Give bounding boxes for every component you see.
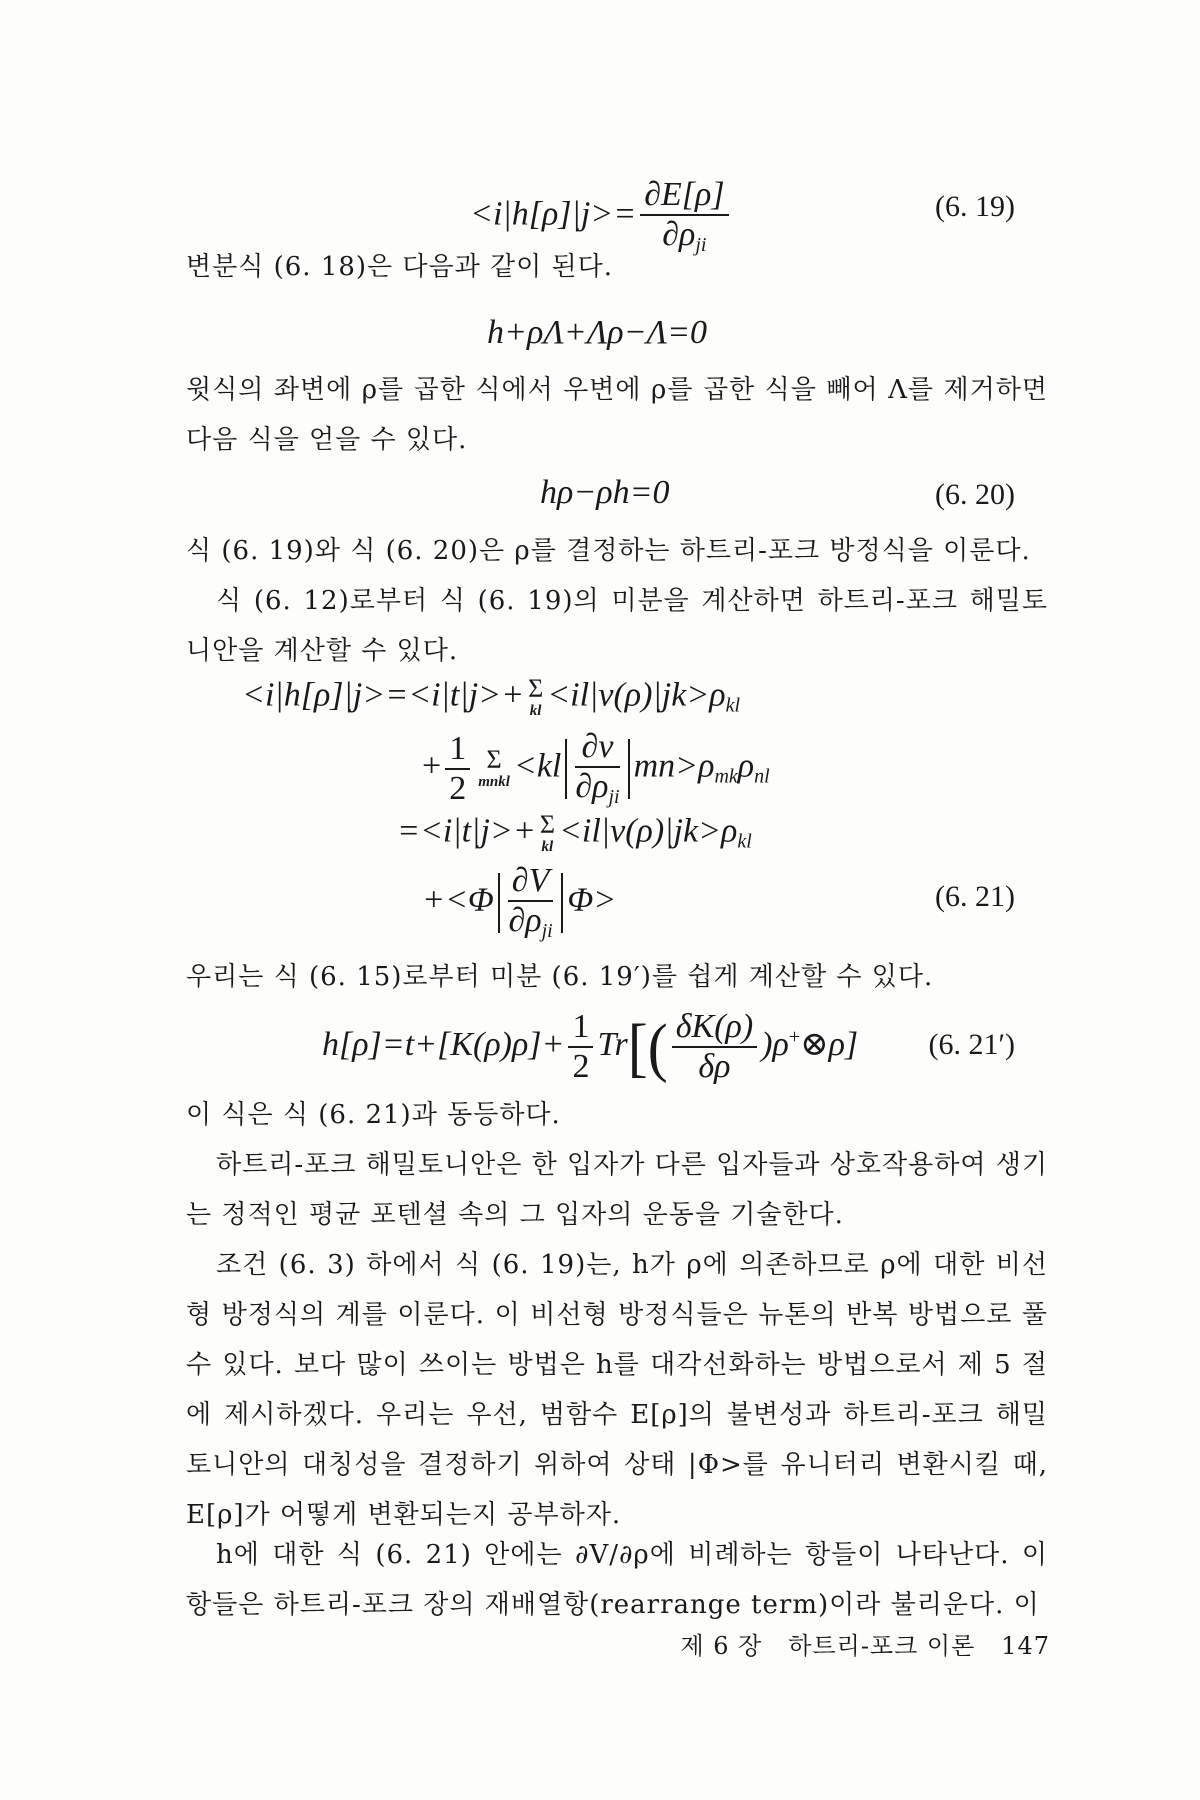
equation-6-21-line-4 xyxy=(422,864,616,941)
page-number: 147 xyxy=(1001,1632,1050,1660)
open-brackets: [( xyxy=(627,1010,668,1084)
sum-kl-2: Σ kl xyxy=(539,810,555,855)
equation-number-6-19: (6. 19) xyxy=(935,190,1015,223)
eq-6-19-denominator-sub: ji xyxy=(695,234,707,256)
equation-6-21-prime: h[ρ]=t+[K(ρ)ρ]+ $\frac{1}{2}$ Tr[( $\frac{\delta K(\rho)}{\delta\rho}$ )ρ+⊗ρ] xyxy=(322,1008,859,1085)
equation-6-21-line-2: + $\frac{1}{2}$ Σ mnkl <kl $\frac{\partial v}{\partial\rho_{ji}}$ $mn>\rho_{mk}\rho_{nl}$ xyxy=(422,728,770,808)
eq-6-21-l1-rhs: <il|v(ρ)|jk>ρ xyxy=(547,676,726,714)
half-fraction: $\frac{1}{2}$ xyxy=(445,732,470,806)
eq-6-21p-lhs: h[ρ]=t+[K(ρ)ρ]+ xyxy=(322,1025,565,1063)
eq-6-21-l4-ket: Φ> xyxy=(567,881,617,919)
eq-6-21-l2-ket: mn>ρ xyxy=(633,747,715,785)
dV-fraction: $\frac{\partial V}{\partial\rho_{ji}}$ xyxy=(508,862,553,942)
equation-number-6-20: (6. 20) xyxy=(935,478,1015,511)
footer-title: 하트리-포크 이론 xyxy=(788,1632,976,1660)
equation-6-21-line-3: =<i|t|j>+ Σ kl $<il|v(\rho)|jk>\rho_{kl}$ xyxy=(397,810,752,855)
eq-6-21-l1-lhs: <i|h[ρ]|j>=<i|t|j>+ xyxy=(242,676,525,714)
ket-bar xyxy=(628,739,630,799)
paragraph-9: h에 대한 식 (6. 21) 안에는 ∂V/∂ρ에 비례하는 항들이 나타난다. 이 항들은 하트리-포크 장의 재배열항(rearrange term)이라 불리운다. 이 xyxy=(186,1540,1048,1620)
sum-kl-1: Σ kl xyxy=(528,674,544,719)
footer-chapter: 제 6 장 xyxy=(680,1632,763,1660)
sum-mnkl: Σ mnkl xyxy=(478,745,510,790)
paragraph-3: 식 (6. 19)와 식 (6. 20)은 ρ를 결정하는 하트리-포크 방정식을 이룬다. xyxy=(186,536,1031,566)
dv-fraction: $\frac{\partial v}{\partial\rho_{ji}}$ xyxy=(575,728,620,808)
paragraph-4: 식 (6. 12)로부터 식 (6. 19)의 미분을 계산하면 하트리-포크 해밀토니안을 계산할 수 있다. xyxy=(186,586,1048,666)
equation-number-6-21: (6. 21) xyxy=(935,880,1015,913)
equation-number-6-21-prime: (6. 21′) xyxy=(928,1028,1015,1061)
eq-6-21-l2-plus: + xyxy=(422,747,442,785)
bra-bar xyxy=(565,739,567,799)
eq-6-21-l3-rhs: <il|v(ρ)|jk>ρ xyxy=(558,812,738,850)
eq-6-21-l2-bra: <kl xyxy=(513,747,562,785)
page-footer xyxy=(680,1626,1050,1661)
eq-6-19-numerator: ∂E[ρ] xyxy=(640,178,728,216)
dK-fraction: $\frac{\delta K(\rho)}{\delta\rho}$ xyxy=(672,1010,757,1084)
paragraph-2: 윗식의 좌변에 ρ를 곱한 식에서 우변에 ρ를 곱한 식을 빼어 Λ를 제거하면 다음 식을 얻을 수 있다. xyxy=(186,375,1048,455)
equation-6-20: hρ−ρh=0 xyxy=(540,474,670,511)
eq-6-19-lhs: <i|h[ρ]|j>= xyxy=(470,195,637,233)
eq-6-21-l4-bra: +<Φ xyxy=(422,881,494,919)
trace-symbol: Tr xyxy=(597,1025,628,1063)
paragraph-5: 우리는 식 (6. 15)로부터 미분 (6. 19′)를 쉽게 계산할 수 있다. xyxy=(186,962,934,992)
equation-6-21-line-1 xyxy=(242,676,740,719)
eq-6-21-l3-lhs: =<i|t|j>+ xyxy=(397,812,536,850)
paragraph-8: 조건 (6. 3) 하에서 식 (6. 19)는, h가 ρ에 의존하므로 ρ에 대한 비선형 방정식의 계를 이룬다. 이 비선형 방정식들은 뉴톤의 반복 방법으로 풀 수 있다. 보다 많이 쓰이는 방법은 h를 대각선화하는 방법으로서 제 5 절에 제시하겠다. 우리는 우선, 범함수 E[ρ]의 불변성과 하트리-포크 해밀토니안의 대칭성을 결정하기 위하여 상태 |Φ>를 유니터리 변환시킬 때, E[ρ]가 어떻게 변환되는지 공부하자. xyxy=(186,1250,1048,1530)
paragraph-1: 변분식 (6. 18)은 다음과 같이 된다. xyxy=(186,252,614,282)
paragraph-6: 이 식은 식 (6. 21)과 동등하다. xyxy=(186,1100,561,1130)
equation-variational: h+ρΛ+Λρ−Λ=0 xyxy=(487,314,708,351)
eq-6-19-denominator: ∂ρ xyxy=(662,216,696,253)
paragraph-7: 하트리-포크 해밀토니안은 한 입자가 다른 입자들과 상호작용하여 생기는 정적인 평균 포텐셜 속의 그 입자의 운동을 기술한다. xyxy=(186,1150,1049,1230)
half-fraction-2: $\frac{1}{2}$ xyxy=(568,1010,593,1084)
eq-6-21-l1-sub: kl xyxy=(725,694,741,717)
